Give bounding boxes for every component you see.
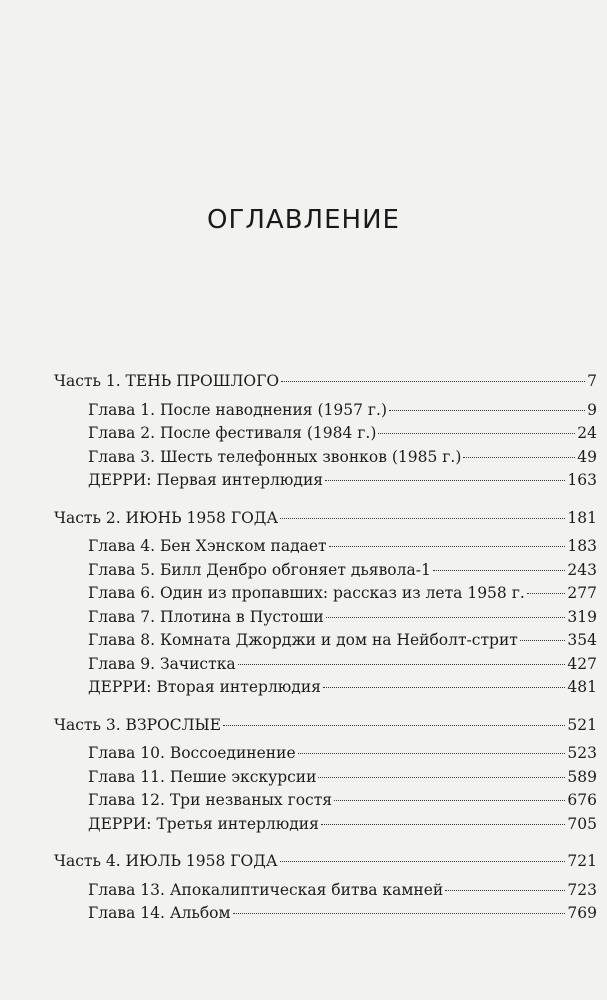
page-number: 277 [567,584,597,602]
toc-part-1 [54,370,597,493]
page-number: 723 [567,880,597,899]
chapter-entry[interactable] [54,653,597,677]
chapter-title: Глава 6. Один из пропавших: рассказ из лета 1958 г. [88,584,525,602]
page-number: 49 [577,447,597,466]
chapter-entry[interactable] [54,742,597,766]
dot-leader [389,410,585,411]
dot-leader [321,824,565,825]
toc-part-3 [54,714,597,837]
chapter-entry[interactable] [54,582,597,606]
chapter-entry[interactable] [54,813,597,837]
chapter-entry[interactable] [54,676,597,700]
chapter-title: Глава 8. Комната Джорджи и дом на Нейболт-стрит [88,631,518,649]
chapter-entry[interactable] [54,606,597,630]
part-title: Часть 3. ВЗРОСЛЫЕ [54,715,222,734]
part-entry[interactable] [54,850,597,874]
page-number: 7 [587,372,597,390]
chapter-entry[interactable] [54,629,597,653]
dot-leader [233,913,566,914]
page-number: 319 [567,607,597,626]
page-number: 589 [567,767,597,786]
page-number: 243 [567,560,597,579]
page-number: 521 [567,715,597,734]
part-title: Часть 2. ИЮНЬ 1958 ГОДА [54,508,279,527]
chapter-entry[interactable] [54,469,597,493]
dot-leader [238,664,566,665]
chapter-entry[interactable] [54,789,597,813]
chapter-title: ДЕРРИ: Вторая интерлюдия [88,678,321,696]
page-number: 523 [567,744,597,762]
part-entry[interactable] [54,370,597,394]
chapter-title: Глава 1. После наводнения (1957 г.) [88,400,387,419]
dot-leader [433,570,566,571]
chapter-title: Глава 10. Воссоединение [88,744,296,762]
dot-leader [527,593,566,594]
page-number: 9 [587,400,597,419]
dot-leader [281,381,585,382]
dot-leader [520,640,566,641]
chapter-title: ДЕРРИ: Первая интерлюдия [88,471,324,489]
chapter-title: Глава 3. Шесть телефонных звонков (1985 г.) [88,447,462,466]
page-number: 769 [567,904,597,922]
chapter-entry[interactable] [54,902,597,926]
part-title: Часть 4. ИЮЛЬ 1958 ГОДА [54,852,278,870]
chapter-title: Глава 9. Зачистка [88,654,236,673]
dot-leader [325,480,565,481]
dot-leader [329,546,566,547]
page-number: 163 [567,471,597,489]
table-of-contents [54,370,597,940]
dot-leader [463,457,575,458]
chapter-title: ДЕРРИ: Третья интерлюдия [88,814,319,833]
toc-part-2 [54,507,597,700]
part-entry[interactable] [54,507,597,531]
page-number: 481 [567,678,597,696]
chapter-title: Глава 14. Альбом [88,904,231,922]
chapter-title: Глава 7. Плотина в Пустоши [88,607,324,626]
chapter-title: Глава 2. После фестиваля (1984 г.) [88,424,377,442]
chapter-entry[interactable] [54,559,597,583]
dot-leader [223,725,565,726]
dot-leader [298,753,566,754]
page-number: 181 [567,508,597,527]
toc-part-4 [54,850,597,926]
part-entry[interactable] [54,714,597,738]
chapter-title: Глава 13. Апокалиптическая битва камней [88,880,444,899]
chapter-entry[interactable] [54,879,597,903]
chapter-entry[interactable] [54,766,597,790]
page-number: 24 [577,424,597,442]
chapter-entry[interactable] [54,399,597,423]
dot-leader [445,890,565,891]
chapter-title: Глава 5. Билл Денбро обгоняет дьявола-1 [88,560,431,579]
chapter-title: Глава 4. Бен Хэнском падает [88,537,327,555]
dot-leader [326,617,566,618]
dot-leader [280,861,566,862]
dot-leader [280,518,565,519]
dot-leader [323,687,565,688]
chapter-entry[interactable] [54,535,597,559]
chapter-title: Глава 12. Три незваных гостя [88,791,333,809]
page-number: 427 [567,654,597,673]
page-number: 705 [567,814,597,833]
chapter-title: Глава 11. Пешие экскурсии [88,767,317,786]
dot-leader [318,777,565,778]
page-number: 721 [567,852,597,870]
dot-leader [334,800,565,801]
page-title: ОГЛАВЛЕНИЕ [207,205,400,235]
page-number: 354 [567,631,597,649]
dot-leader [378,433,575,434]
part-title: Часть 1. ТЕНЬ ПРОШЛОГО [54,372,280,390]
chapter-entry[interactable] [54,422,597,446]
chapter-entry[interactable] [54,446,597,470]
page-number: 676 [567,791,597,809]
page-number: 183 [567,537,597,555]
